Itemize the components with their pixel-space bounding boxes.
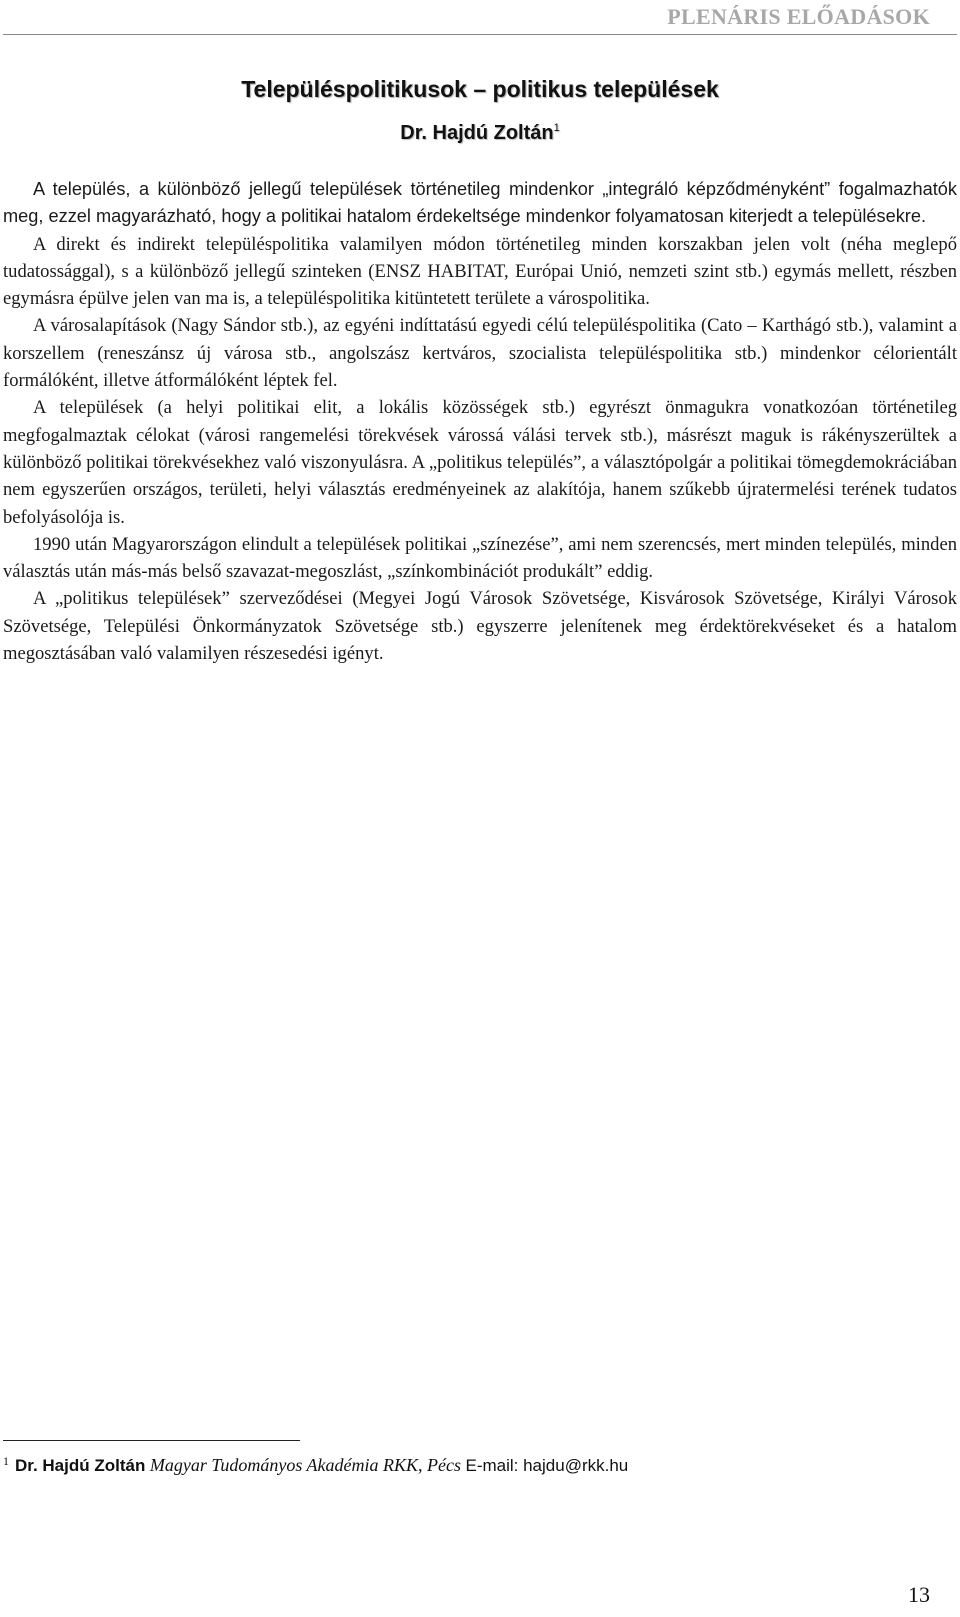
paragraph: A városalapítások (Nagy Sándor stb.), az egyéni indíttatású egyedi célú településpolitika (Cato – Karthágó stb.), valamint a korszellem (reneszánsz új városa stb., angolszász kertváros, szocialista településpolitika stb.) mindenkor célorientált formálóként, illetve átformálóként léptek fel. bbox=[3, 315, 957, 392]
author-name: Dr. Hajdú Zoltán bbox=[400, 122, 554, 144]
author-footnote-mark: 1 bbox=[553, 122, 560, 134]
article-title: Településpolitikusok – politikus települések bbox=[241, 76, 719, 102]
footnote-divider bbox=[3, 1440, 300, 1441]
article-author bbox=[0, 122, 960, 145]
paragraph: A direkt és indirekt településpolitika valamilyen módon történetileg minden korszakban jelen volt (néha meglepő tudatossággal), s a különböző jellegű szinteken (ENSZ HABITAT, Európai Unió, nemzeti szint stb.) egymás mellett, részben egymásra épülve jelen van ma is, a településpolitika kitüntetett területe a várospolitika. bbox=[3, 233, 957, 310]
page-number: 13 bbox=[908, 1582, 930, 1607]
footnote bbox=[3, 1454, 628, 1476]
paragraph: A település, a különböző jellegű települések történetileg mindenkor „integráló képződményként” fogalmazhatók meg, ezzel magyarázható, hogy a politikai hatalom érdekeltsége mindenkor folyamatosan kiterjedt a településekre. bbox=[3, 179, 957, 227]
paragraph: A „politikus települések” szerveződései (Megyei Jogú Városok Szövetsége, Kisvárosok Szövetsége, Királyi Városok Szövetsége, Települési Önkormányzatok Szövetsége stb.) egyszerre jelenítenek meg érdektörekvéseket és a hatalom megosztásában való valamilyen részesedési igényt. bbox=[3, 588, 957, 665]
paragraph: 1990 után Magyarországon elindult a települések politikai „színezése”, ami nem szerencsés, mert minden település, minden választás után más-más belső szavazat-megoszlást, „színkombinációt produkált” eddig. bbox=[3, 533, 957, 583]
paragraph: A települések (a helyi politikai elit, a lokális közösségek stb.) egyrészt önmagukra vonatkozóan történetileg megfogalmaztak célokat (városi rangemelési törekvések várossá válási tervek stb.), másrészt maguk is rákényszerültek a különböző politikai törekvésekhez való viszonyulásra. A „politikus település”, a választópolgár a politikai tömegdemokráciában nem egyszerűen országos, területi, helyi választás eredményeinek az alakítója, hanem szűkebb újratermelési terének tudatos befolyásolója is. bbox=[3, 397, 957, 528]
header-divider bbox=[3, 34, 957, 35]
footnote-author: Dr. Hajdú Zoltán bbox=[15, 1456, 146, 1475]
footnote-email: E-mail: hajdu@rkk.hu bbox=[465, 1456, 629, 1475]
footnote-affiliation: Magyar Tudományos Akadémia RKK, Pécs bbox=[149, 1455, 461, 1475]
article-body bbox=[3, 176, 957, 667]
running-head: PLENÁRIS ELŐADÁSOK bbox=[667, 4, 930, 29]
footnote-number: 1 bbox=[3, 1454, 9, 1468]
